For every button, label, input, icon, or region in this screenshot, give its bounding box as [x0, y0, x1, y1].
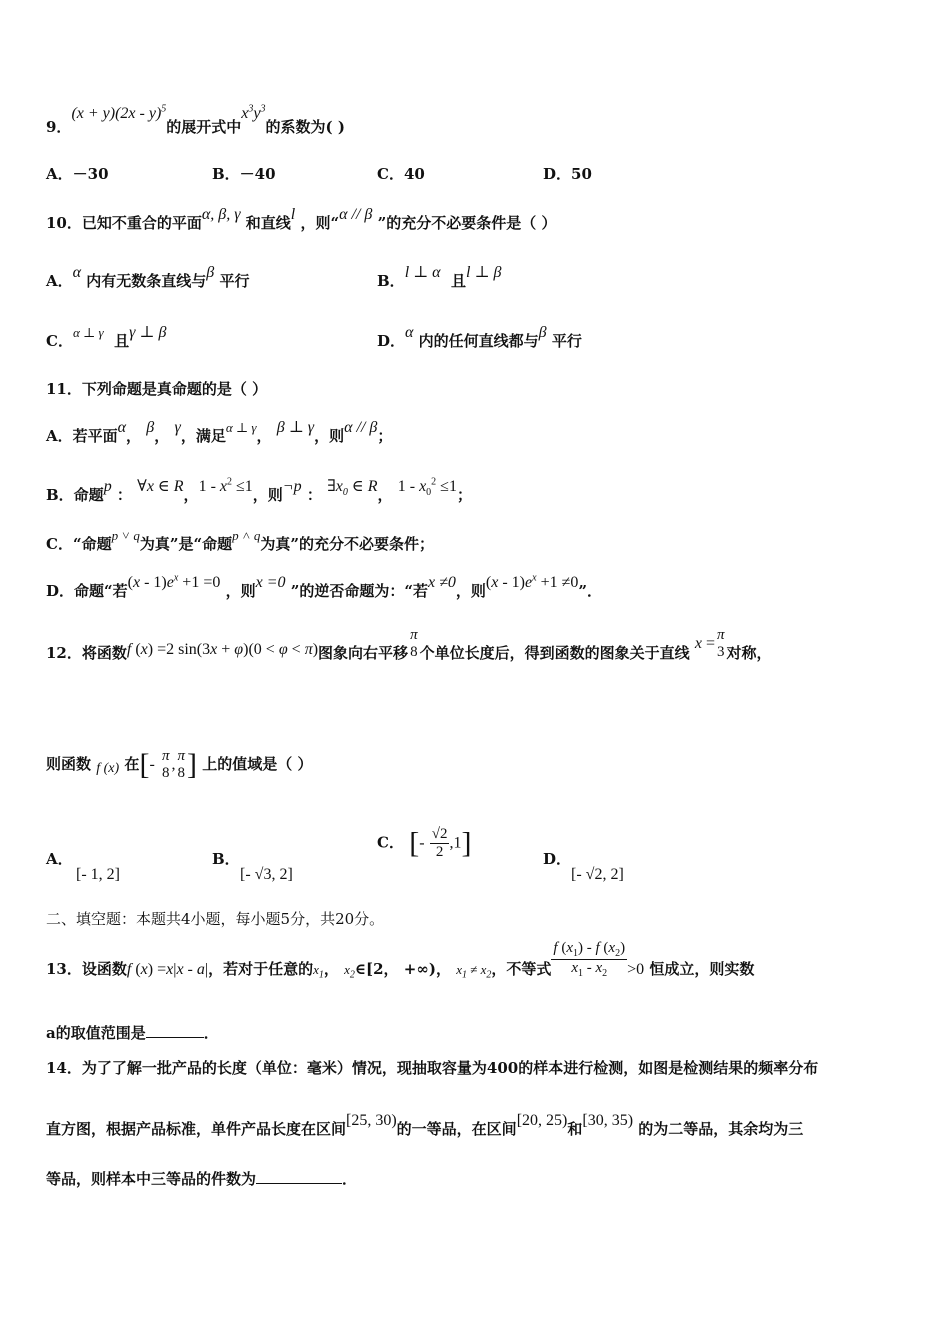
- q11-option-b: B．命题p ： ∀x ∈ R，$1 - x^2 \le 1$，则¬p ： $\exists x_0$ ∈ R， $1 - x_0^2 \le 1$；: [46, 476, 472, 504]
- q12-option-a: A． [- 1, 2]: [46, 850, 120, 883]
- q13-inequality-fraction: $\frac{f (x_1) - f (x_2)}{x_1 - x_2}$: [553, 939, 626, 979]
- q13-stem-line2: a的取值范围是 ．: [46, 1024, 219, 1042]
- q9-stem: 9．(x + y)(2x - y)$^5$的展开式中$x^3y^3$的系数为( ): [46, 103, 345, 136]
- q10-option-b: B．l ⊥ α 且l ⊥ β: [377, 264, 502, 290]
- q9-expression: (x + y)(2x - y)$^5$: [71, 103, 167, 122]
- q14-line1: 14．为了了解一批产品的长度（单位：毫米）情况，现抽取容量为400的样本进行检测，如图是检测结果的频率分布: [46, 1059, 819, 1077]
- q13-stem: 13．设函数f (x) =x|x - a|，若对于任意的$x_1$， $x_2\in[2$， +∞)， $x_1 \ne x_2$，不等式 $\frac{f (x_1) - f (x_2)}{x_1 - x_2}$ >0 恒成立，则实数: [46, 939, 755, 981]
- q11-option-c: C．“命题p ˅ q为真”是“命题p ˄ q为真”的充分不必要条件；: [46, 528, 435, 553]
- section-fill-in-title: 二、填空题：本题共4小题，每小题5分，共20分。: [46, 910, 385, 928]
- q13-answer-blank[interactable]: [146, 1037, 204, 1038]
- q12-axis-line: x =: [694, 635, 715, 652]
- q11-stem: 11．下列命题是真命题的是（ ）: [46, 380, 268, 398]
- q9-option-b: B．－40: [212, 165, 276, 183]
- q9-term: $x^3y^3$: [241, 103, 266, 122]
- q11-option-a: A．若平面α， β， γ，满足α ⊥ γ， β ⊥ γ，则α // β；: [46, 419, 393, 445]
- q11-option-d: D．命题“若$(x - 1)e^x +1 =0$ ，则x =0 ”的逆否命题为：“若x ≠0，则$(x - 1)e^x +1 \ne 0$”．: [46, 572, 603, 600]
- q10-stem: 10．已知不重合的平面α, β, γ 和直线l ，则“α // β ”的充分不必要条件是（ ）: [46, 206, 557, 232]
- q10-option-c: C．α ⊥ γ 且γ ⊥ β: [46, 324, 167, 350]
- q12-option-d: D． [- √2, 2]: [543, 850, 624, 883]
- q10-option-a: A．α 内有无数条直线与β 平行: [46, 264, 250, 290]
- q9-option-c: C．40: [377, 165, 425, 183]
- q9-option-a: A．－30: [46, 165, 109, 183]
- q12-option-c: C． [- $\frac{√2}{2}$ ,1]: [377, 826, 472, 860]
- q10-line-l: l: [290, 206, 296, 223]
- q10-condition: α // β: [339, 206, 373, 223]
- q13-function: f (x) =x|x - a|: [126, 961, 209, 978]
- q12-stem-line2: 则函数 f (x) 在[- π 8 , π 8 ] 上的值域是（ ）: [46, 748, 313, 781]
- q14-line3: 等品，则样本中三等品的件数为 ．: [46, 1170, 358, 1188]
- q9-option-d: D．50: [543, 165, 592, 183]
- q10-option-d: D．α 内的任何直线都与β 平行: [377, 324, 582, 350]
- q12-shift-fraction: π 8: [410, 627, 418, 660]
- q12-stem-line1: 12．将函数f (x) =2 sin(3x + φ)(0 < φ < π)图象向右平移 π 8 个单位长度后，得到函数的图象关于直线 x = π 3 对称，: [46, 627, 772, 662]
- q14-line2: 直方图，根据产品标准，单件产品长度在区间[25, 30)的一等品，在区间[20, 25)和[30, 35) 的为二等品，其余均为三: [46, 1112, 804, 1138]
- q10-planes: α, β, γ: [201, 206, 241, 223]
- q14-answer-blank[interactable]: [256, 1183, 342, 1184]
- q12-function: f (x) =2 sin(3x + φ)(0 < φ < π): [126, 641, 319, 658]
- q12-option-b: B． [- √3, 2]: [212, 850, 293, 883]
